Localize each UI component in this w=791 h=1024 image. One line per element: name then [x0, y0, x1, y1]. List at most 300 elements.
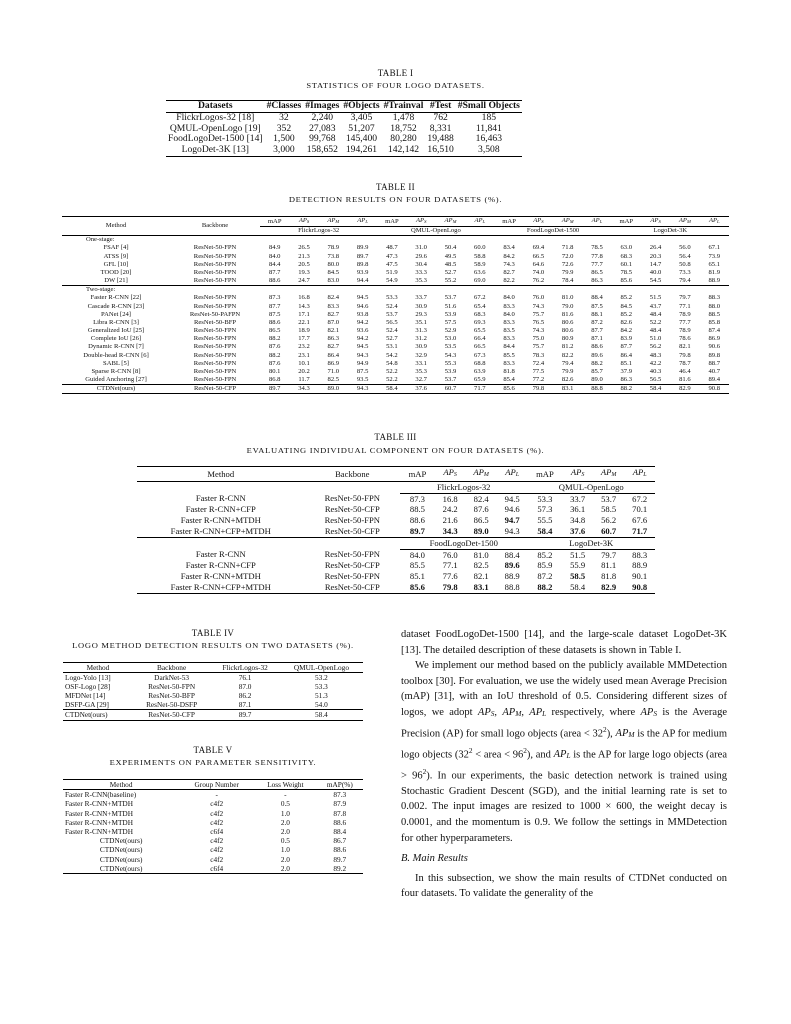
table2-value-cell: 83.3: [503, 335, 515, 343]
table3-value-cell: 85.2: [537, 549, 553, 560]
table2-value-cell: 85.2: [620, 294, 633, 302]
table2-value-cell: 23.2: [298, 343, 310, 351]
table2-method-cell: Libra R-CNN [3]: [93, 318, 139, 326]
table2-value-cell: 86.9: [708, 335, 721, 343]
table3-backbone-cell: ResNet-50-CFP: [324, 581, 380, 592]
table2-value-cell: 94.9: [356, 359, 369, 367]
table2-backbone-cell: ResNet-50-FPN: [193, 359, 237, 367]
table2-value-cell: 51.9: [386, 268, 398, 276]
table2-value-cell: 35.1: [415, 318, 427, 326]
table3-metric-header: $AP_S$: [443, 467, 457, 478]
table2-value-cell: 89.9: [356, 244, 369, 252]
table2-value-cell: 86.9: [327, 359, 340, 367]
table2-value-cell: 84.4: [503, 343, 515, 351]
table2-backbone-cell: ResNet-50-FPN: [193, 277, 237, 285]
table5-cell: 87.9: [333, 799, 347, 809]
table-row: [63, 682, 363, 691]
table2-metric-header: $AP_M$: [561, 217, 574, 224]
table2-value-cell: 93.9: [356, 268, 369, 276]
table3-backbone-cell: ResNet-50-FPN: [324, 493, 380, 504]
table2-value-cell: 50.4: [444, 244, 457, 252]
table2-value-cell: 79.0: [561, 302, 574, 310]
table3-value-cell: 85.6: [409, 581, 425, 592]
table2-value-cell: 90.8: [708, 385, 721, 393]
table2-value-cell: 84.0: [268, 252, 281, 260]
table-row: [62, 368, 729, 376]
table2-value-cell: 87.7: [591, 327, 603, 335]
table-row: [62, 376, 729, 385]
table3-value-cell: 51.5: [570, 549, 586, 560]
table2-value-cell: 51.6: [444, 302, 457, 310]
table4-cell: MFDNet [14]: [65, 691, 106, 701]
table-row: [62, 343, 729, 351]
table2-empty-cell: [494, 236, 523, 245]
table2-value-cell: ResNet-50-CFP: [193, 385, 237, 393]
table2-value-cell: 82.7: [503, 268, 515, 276]
table1-cell: 18,752: [390, 122, 417, 134]
table2-value-cell: 64.6: [532, 260, 545, 268]
table2-value-cell: 88.7: [708, 359, 721, 367]
table2-value-cell: 77.2: [532, 375, 545, 383]
table2-value-cell: 86.4: [327, 351, 340, 359]
table-row: [62, 261, 729, 269]
table3-value-cell: 85.1: [409, 571, 425, 582]
table4-cell: ResNet-50-DSFP: [146, 700, 198, 710]
section-heading: B. Main Results: [401, 853, 468, 865]
table-row: [63, 790, 363, 800]
table-row: [63, 799, 363, 808]
table2-method-cell: Faster R-CNN [22]: [90, 294, 142, 302]
table1-cell: 11,841: [475, 122, 502, 134]
table2-value-cell: 75.7: [532, 310, 545, 318]
table4-cell: 53.2: [315, 673, 328, 683]
table2-empty-cell: [170, 236, 260, 245]
table2-backbone-cell: ResNet-50-FPN: [193, 375, 237, 383]
paragraph-1: dataset FoodLogoDet-1500 [14], and the large-scale dataset LogoDet-3K [13]. The detailed description of these datasets is shown in Table I.: [401, 629, 727, 656]
table2-value-cell: 54.8: [386, 359, 398, 367]
table2-value-cell: 85.6: [620, 277, 633, 285]
table3-value-cell: 88.4: [504, 549, 520, 560]
table1-cell: 142,142: [387, 144, 420, 156]
table3-value-cell: 77.1: [442, 560, 458, 571]
table5-cell: c4f2: [210, 817, 224, 827]
table3-backbone-cell: ResNet-50-FPN: [324, 549, 380, 560]
table2-value-cell: 81.6: [561, 310, 574, 318]
table5-cell: 0.5: [280, 799, 290, 809]
table3-metric-header: $AP_L$: [505, 467, 520, 478]
table2-value-cell: 73.8: [327, 252, 340, 260]
table2-value-cell: 87.5: [356, 367, 369, 375]
table4-cell: DarkNet-53: [154, 673, 190, 683]
table2-value-cell: 52.4: [386, 302, 398, 310]
table2-value-cell: 89.6: [591, 351, 603, 359]
table5-cell: Faster R-CNN+MTDH: [65, 827, 133, 837]
table2-empty-cell: [465, 286, 494, 295]
table2-value-cell: 89.7: [268, 385, 281, 393]
table2-value-cell: 54.2: [386, 351, 398, 359]
table2-value-cell: 94.6: [356, 302, 369, 310]
table2-value-cell: 20.3: [649, 252, 662, 260]
table2-group-label-cell: One-stage:: [86, 236, 115, 244]
table4-header-cell: Method: [86, 663, 110, 672]
table2-value-cell: 82.2: [561, 351, 574, 359]
table2-value-cell: 82.1: [327, 327, 340, 335]
table2-value-cell: 79.9: [561, 367, 574, 375]
table2-value-cell: 88.2: [620, 385, 633, 393]
table2-value-cell: 74.3: [503, 260, 515, 268]
table1-cell: 352: [276, 122, 292, 134]
table5-cell: -: [284, 790, 287, 800]
table5-cell: CTDNet(ours): [99, 845, 143, 855]
table2-metric-header: $AP_S$: [533, 217, 544, 224]
table3-value-cell: 94.7: [504, 515, 520, 526]
table3-dataset-header: QMUL-OpenLogo: [527, 481, 655, 493]
table2-empty-cell: [407, 236, 436, 245]
table1-cell: 80,280: [390, 133, 417, 145]
table2-empty-cell: [524, 236, 553, 245]
table2-value-cell: 37.6: [415, 385, 427, 393]
table-row: [137, 560, 655, 571]
table2-value-cell: 94.2: [356, 318, 369, 326]
table-row: [62, 277, 729, 286]
table3-value-cell: 85.9: [537, 560, 553, 571]
table2-empty-cell: [553, 236, 582, 245]
table2-value-cell: 84.4: [268, 260, 281, 268]
table2-value-cell: 87.7: [620, 343, 633, 351]
table3-value-cell: 60.7: [601, 525, 617, 536]
table2-value-cell: 34.3: [298, 385, 310, 393]
table2-value-cell: 78.4: [561, 277, 574, 285]
table2-value-cell: 20.2: [298, 367, 310, 375]
table2-value-cell: 85.6: [503, 385, 515, 393]
table3-method-cell: Faster R-CNN: [195, 493, 246, 504]
table3-value-cell: 16.8: [442, 493, 458, 504]
table3-value-cell: 89.0: [473, 525, 489, 536]
table2-value-cell: 88.6: [591, 343, 603, 351]
table3-value-cell: 87.3: [409, 493, 425, 504]
table-row: [62, 269, 729, 277]
table2-value-cell: 89.8: [356, 260, 369, 268]
table2-metric-header: $AP_M$: [444, 217, 457, 224]
table2-value-cell: 89.4: [708, 375, 721, 383]
table2-value-cell: 63.0: [620, 244, 633, 252]
table2-value-cell: 69.0: [474, 277, 486, 285]
table2-value-cell: 85.5: [503, 351, 515, 359]
table3-method-cell: Faster R-CNN+MTDH: [180, 515, 261, 526]
table3-value-cell: 90.8: [632, 581, 648, 592]
table-row: [63, 836, 363, 845]
table2-method-cell: Cascade R-CNN [23]: [87, 302, 145, 310]
table2-value-cell: 66.5: [532, 252, 545, 260]
table-row: [63, 818, 363, 827]
table2-value-cell: 87.0: [327, 318, 340, 326]
table3-dataset-row: [137, 537, 655, 549]
table2-value-cell: 33.7: [415, 294, 427, 302]
table2-value-cell: 83.4: [503, 244, 515, 252]
table-row: [166, 145, 522, 156]
table4-cell: 53.3: [315, 682, 328, 692]
table3-value-cell: 83.1: [473, 581, 489, 592]
table1-cell: 8,331: [429, 122, 452, 134]
table2-empty-cell: [377, 236, 406, 245]
table5-cell: 89.7: [333, 854, 347, 864]
table5-cell: 1.0: [280, 808, 290, 818]
table2-value-cell: 48.7: [386, 244, 398, 252]
table3-value-cell: 24.2: [442, 504, 458, 515]
paragraph-2: We implement our method based on the publicly available MMDetection toolbox [30]. For evaluation, we use the widely used mean Average Precision (mAP) [31], with an IoU threshold of 0.5. Considering different sizes of logos, we adopt $AP_S$, $AP_M$, $AP_L$ respectively, where $AP_S$ is the Average Precision (AP) for small logo objects (area < $32^2$), $AP_M$ is the AP for medium logo objects ($32^2$ < area < $96^2$), and $AP_L$ is the AP for large logo objects (area > $96^2$). In our experiments, the basic detection network is trained using Stochastic Gradient Descent (SGD), and the initial learning rate is set to 0.002. The input images are resized to 1000 × 600, the weight decay is 0.0001, and the momentum is 0.9. We follow the settings in MMDetection for other hyperparameters.: [401, 660, 728, 844]
table2-value-cell: 75.0: [532, 335, 545, 343]
table2-value-cell: 79.8: [532, 385, 545, 393]
table3-value-cell: 67.2: [632, 493, 648, 504]
table2-value-cell: 23.1: [298, 351, 310, 359]
table3-value-cell: 81.1: [601, 560, 617, 571]
table2-value-cell: 58.4: [386, 385, 398, 393]
table2-value-cell: 81.0: [561, 294, 574, 302]
table3-value-cell: 53.3: [537, 493, 553, 504]
table-row: [63, 845, 363, 854]
table2-metric-header: $AP_S$: [298, 217, 310, 224]
table2-value-cell: 76.5: [532, 318, 545, 326]
table2-backbone-cell: ResNet-50-FPN: [193, 252, 237, 260]
table2-value-cell: 88.0: [708, 302, 721, 310]
table2-value-cell: 83.3: [327, 302, 340, 310]
table2-value-cell: 94.5: [356, 343, 369, 351]
table2-value-cell: 57.5: [444, 318, 457, 326]
table-row: [63, 673, 363, 683]
table2-value-cell: 74.0: [532, 268, 545, 276]
table1-header-cell: Datasets: [197, 100, 233, 111]
table2-method-cell: DW [21]: [104, 277, 128, 285]
table5: [63, 779, 363, 874]
table3-empty-cell: [305, 481, 400, 493]
table2-value-cell: 33.3: [415, 268, 427, 276]
table2: [62, 216, 729, 394]
table2-value-cell: 53.9: [444, 367, 457, 375]
table2-value-cell: 46.4: [679, 367, 691, 375]
table4-cell: 54.0: [315, 700, 328, 710]
table4-cell: ResNet-50-CFP: [148, 710, 195, 720]
table4-cell: 51.3: [315, 691, 328, 701]
table-row: [62, 319, 729, 327]
table2-metric-header: mAP: [385, 217, 399, 225]
table2-empty-cell: [553, 286, 582, 295]
table3-value-cell: 70.1: [632, 504, 648, 515]
table2-value-cell: 17.1: [298, 310, 310, 318]
table2-metric-header: $AP_L$: [474, 217, 486, 224]
table1-cell: 3,000: [273, 144, 295, 156]
table2-value-cell: 80.1: [268, 367, 281, 375]
table2-value-cell: 88.2: [268, 335, 281, 343]
table3-value-cell: 88.2: [537, 581, 553, 592]
table3-value-cell: 71.7: [632, 525, 648, 536]
table3-backbone-cell: ResNet-50-CFP: [324, 504, 380, 515]
table2-value-cell: 74.3: [532, 302, 545, 310]
table2-value-cell: 87.7: [268, 268, 281, 276]
table1-number: TABLE I: [377, 68, 414, 78]
table2-value-cell: 77.7: [591, 260, 603, 268]
table2-value-cell: 60.7: [444, 385, 457, 393]
table5-cell: 2.0: [280, 827, 290, 837]
table3-method-cell: Faster R-CNN+CFP: [185, 504, 256, 515]
table3-value-cell: 58.5: [601, 504, 617, 515]
table2-value-cell: 54.3: [444, 351, 457, 359]
table2-metric-header: $AP_M$: [327, 217, 340, 224]
table2-value-cell: 30.4: [415, 260, 427, 268]
table2-value-cell: 30.9: [415, 343, 427, 351]
table2-value-cell: 94.4: [356, 277, 369, 285]
table3-empty-cell: [137, 537, 305, 549]
table2-value-cell: 83.0: [327, 277, 340, 285]
table3-value-cell: 85.5: [409, 560, 425, 571]
table-row: [62, 244, 729, 252]
table2-value-cell: 47.5: [386, 260, 398, 268]
table4-cell: 89.7: [238, 710, 252, 720]
table2-backbone-cell: ResNet-50-FPN: [193, 260, 237, 268]
table2-value-cell: 18.9: [298, 327, 310, 335]
table2-empty-cell: [260, 286, 289, 295]
table2-value-cell: 35.3: [415, 367, 427, 375]
table2-value-cell: 89.8: [708, 351, 721, 359]
table3-number: TABLE III: [374, 432, 417, 442]
table2-value-cell: 86.8: [268, 375, 281, 383]
table3-value-cell: 34.8: [570, 515, 586, 526]
table2-value-cell: 78.9: [327, 244, 340, 252]
table4-cell: Logo-Yolo [13]: [65, 673, 111, 683]
table2-value-cell: 81.6: [679, 375, 691, 383]
table2-value-cell: 82.1: [679, 343, 691, 351]
table2-dataset-header: LogoDet-3K: [612, 227, 729, 236]
table2-value-cell: 83.5: [503, 327, 515, 335]
table2-value-cell: 82.2: [503, 277, 515, 285]
table2-value-cell: 78.6: [679, 335, 691, 343]
table2-value-cell: 81.8: [503, 367, 515, 375]
table2-value-cell: 86.5: [268, 327, 281, 335]
table2-value-cell: 53.7: [444, 294, 457, 302]
table4-title: LOGO METHOD DETECTION RESULTS ON TWO DATASETS (%).: [72, 640, 354, 650]
table3-value-cell: 77.6: [442, 571, 458, 582]
table2-method-cell: Complete IoU [26]: [90, 335, 142, 343]
table5-cell: 88.4: [333, 827, 347, 837]
table-row: [62, 360, 729, 368]
table2-empty-cell: [377, 286, 406, 295]
table2-value-cell: 76.0: [532, 294, 545, 302]
table5-cell: -: [215, 790, 218, 800]
table3-value-cell: 79.7: [601, 549, 617, 560]
table2-empty-cell: [348, 286, 377, 295]
table1-cell: 3,508: [478, 144, 500, 156]
table2-metric-header: mAP: [619, 217, 634, 225]
table1-title: STATISTICS OF FOUR LOGO DATASETS.: [306, 80, 485, 90]
table2-value-cell: 11.7: [298, 375, 310, 383]
table5-cell: 1.0: [280, 845, 290, 855]
table2-method-cell: GFL [10]: [103, 260, 129, 268]
table2-empty-cell: [436, 286, 465, 295]
table3-method-cell: Faster R-CNN+CFP+MTDH: [170, 581, 271, 592]
table3-value-cell: 58.4: [537, 525, 553, 536]
table2-backbone-cell: ResNet-50-FPN: [193, 294, 237, 302]
table2-value-cell: 47.3: [386, 252, 398, 260]
table3-empty-cell: [305, 537, 400, 549]
table5-cell: c6f4: [210, 863, 224, 873]
table3-value-cell: 88.9: [504, 571, 520, 582]
table2-value-cell: 79.9: [561, 268, 574, 276]
table2-value-cell: 72.4: [532, 359, 545, 367]
table2-value-cell: 53.3: [386, 294, 398, 302]
table2-method-cell: FSAF [4]: [103, 244, 129, 252]
table2-method-cell: SABL [5]: [103, 359, 129, 367]
table2-empty-cell: [612, 236, 641, 245]
table2-value-cell: 71.0: [327, 367, 340, 375]
table3-value-cell: 33.7: [570, 493, 586, 504]
table2-value-cell: 88.4: [591, 294, 603, 302]
table2-backbone-cell: ResNet-50-FPN: [193, 244, 237, 252]
table1-header-cell: #Trainval: [383, 100, 424, 111]
table2-value-cell: 83.1: [561, 385, 574, 393]
table2-value-cell: 87.3: [268, 294, 281, 302]
table2-value-cell: 82.7: [327, 343, 340, 351]
table5-title: EXPERIMENTS ON PARAMETER SENSITIVITY.: [109, 757, 317, 767]
table4-header-cell: Backbone: [157, 663, 187, 672]
table4: [63, 662, 363, 721]
table2-value-cell: 79.4: [679, 277, 691, 285]
table3-value-cell: 55.5: [537, 515, 553, 526]
table4-cell: ResNet-50-BFP: [148, 691, 195, 701]
table2-value-cell: 83.3: [503, 318, 515, 326]
table2-value-cell: 32.9: [415, 351, 427, 359]
table2-value-cell: 31.3: [415, 327, 427, 335]
table2-value-cell: 79.7: [679, 294, 691, 302]
table2-group-label: [62, 236, 729, 245]
table3-metric-header: $AP_M$: [600, 467, 617, 478]
table3-value-cell: 36.1: [570, 504, 586, 515]
table2-value-cell: 26.5: [298, 244, 310, 252]
table1-cell: 194,261: [345, 144, 378, 156]
table-row: [63, 809, 363, 818]
table3-value-cell: 86.5: [473, 515, 489, 526]
body-text: [401, 627, 727, 902]
table1-header-cell: #Objects: [343, 100, 380, 111]
table3-value-cell: 81.0: [473, 549, 489, 560]
table2-value-cell: 51.5: [649, 294, 662, 302]
table3-value-cell: 84.0: [409, 549, 425, 560]
table2-backbone-cell: ResNet-50-FPN: [193, 327, 237, 335]
table3-value-cell: 81.8: [601, 571, 617, 582]
table3-empty-cell: [137, 481, 305, 493]
table2-method-cell: CTDNet(ours): [96, 385, 136, 393]
table2-group-label-cell: Two-stage:: [86, 286, 116, 294]
table5-cell: 88.6: [333, 817, 347, 827]
table2-value-cell: 56.2: [649, 343, 662, 351]
table2-value-cell: 87.4: [708, 327, 721, 335]
table2-value-cell: 60.1: [620, 260, 633, 268]
table3-dataset-header: LogoDet-3K: [527, 537, 655, 549]
table3-value-cell: 94.3: [504, 525, 520, 536]
table1-cell: 762: [433, 111, 448, 123]
table2-value-cell: 84.5: [620, 302, 633, 310]
table2-value-cell: 24.7: [298, 277, 310, 285]
table3-backbone-cell: ResNet-50-FPN: [324, 515, 380, 526]
table2-value-cell: 52.7: [386, 335, 398, 343]
table2-metric-header: $AP_S$: [416, 217, 427, 224]
table-row: [137, 571, 655, 582]
table-row: [62, 335, 729, 343]
table2-value-cell: 81.2: [561, 343, 574, 351]
table2-value-cell: 77.5: [532, 367, 545, 375]
table2-value-cell: 35.3: [415, 277, 427, 285]
table3-value-cell: 58.5: [570, 571, 586, 582]
table2-value-cell: 86.3: [591, 277, 603, 285]
table2-value-cell: 79.4: [561, 359, 574, 367]
